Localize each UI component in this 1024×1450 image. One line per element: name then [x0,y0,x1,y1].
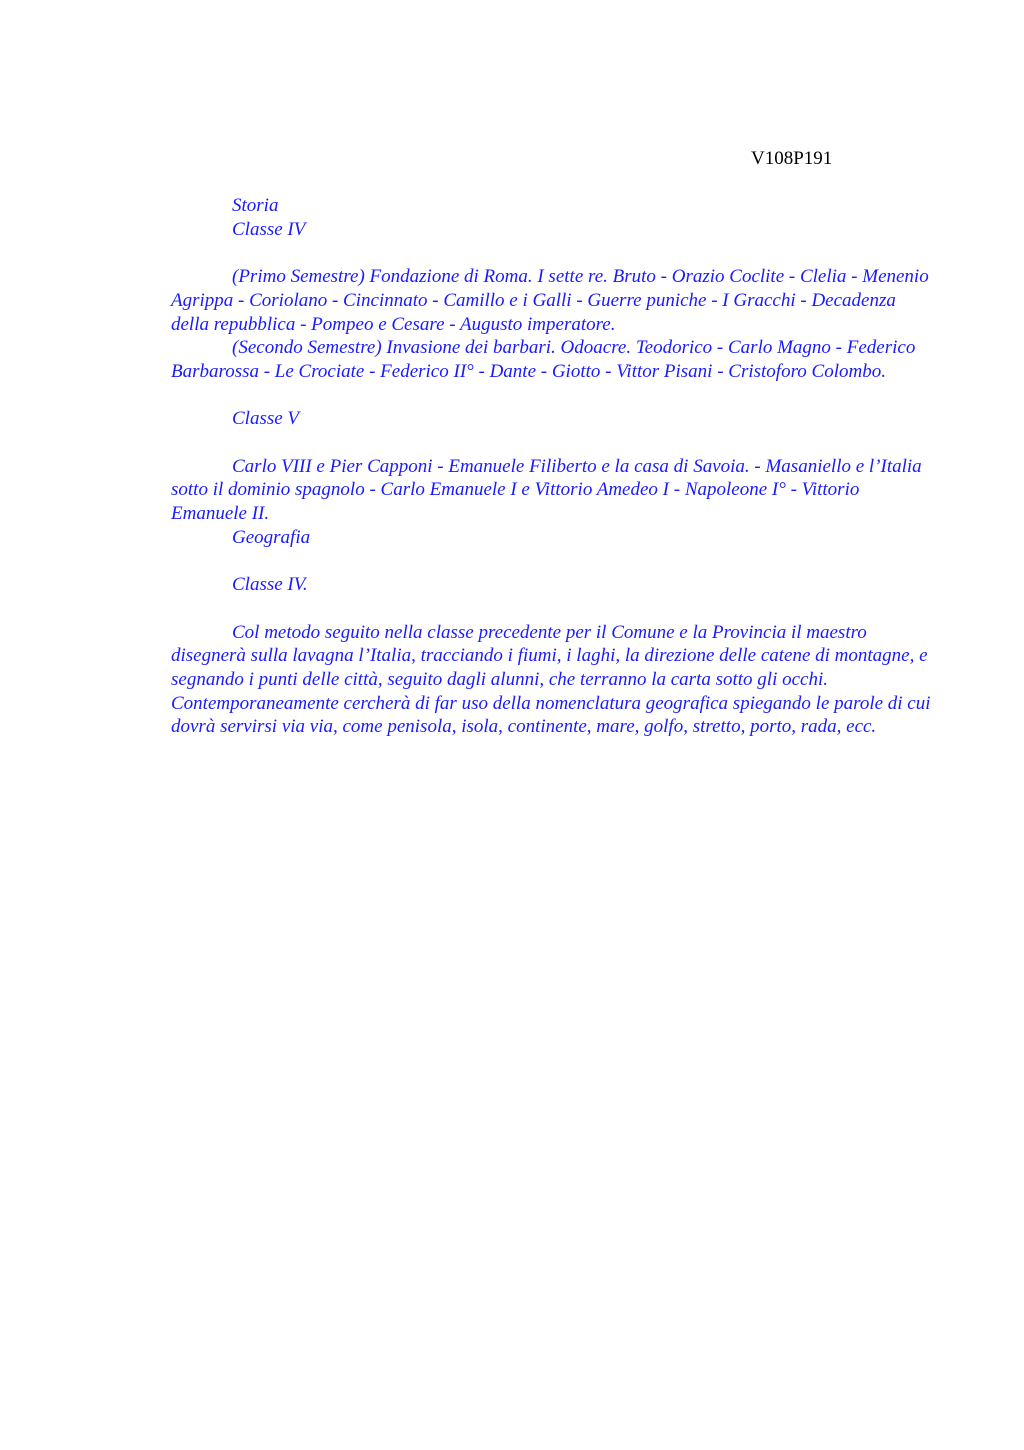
storia-classe-iv-primo-semestre: (Primo Semestre) Fondazione di Roma. I sette re. Bruto - Orazio Coclite - Clelia - Menenio Agrippa - Coriolano - Cincinnato - Camillo e i Galli - Guerre puniche - I Gracchi - Decadenza della repubblica - Pompeo e Cesare - Augusto imperatore. [171,266,929,335]
page-code: V108P191 [751,148,833,169]
storia-classe-v-label: Classe V [232,408,300,430]
spacer [171,431,931,455]
spacer [171,384,931,408]
geografia-classe-iv-label: Classe IV. [232,574,308,596]
geografia-classe-iv-text: Col metodo seguito nella classe precedente per il Comune e la Provincia il maestro disegnerà sulla lavagna l’Italia, tracciando i fiumi, i laghi, la direzione delle catene di montagne, e segnando i punti delle città, seguito dagli alunni, che terranno la carta sotto gli occhi. Contemporaneamente cercherà di far uso della nomenclatura geografica spiegando le parole di cui dovrà servirsi via via, come penisola, isola, continente, mare, golfo, stretto, porto, rada, ecc. [171,621,931,738]
spacer [171,597,931,621]
spacer [171,241,931,265]
document-body [171,194,931,739]
storia-heading: Storia [232,195,279,216]
geografia-heading: Geografia [232,526,311,548]
spacer [171,550,931,574]
storia-classe-iv-secondo-semestre: (Secondo Semestre) Invasione dei barbari. Odoacre. Teodorico - Carlo Magno - Federico Barbarossa - Le Crociate - Federico II° - Dante - Giotto - Vittor Pisani - Cristoforo Colombo. [171,337,916,382]
storia-classe-iv-label: Classe IV [232,218,306,240]
storia-classe-v-text: Carlo VIII e Pier Capponi - Emanuele Filiberto e la casa di Savoia. - Masaniello e l’Italia sotto il dominio spagnolo - Carlo Emanuele I e Vittorio Amedeo I - Napoleone I° - Vittorio Emanuele II. [171,455,922,525]
